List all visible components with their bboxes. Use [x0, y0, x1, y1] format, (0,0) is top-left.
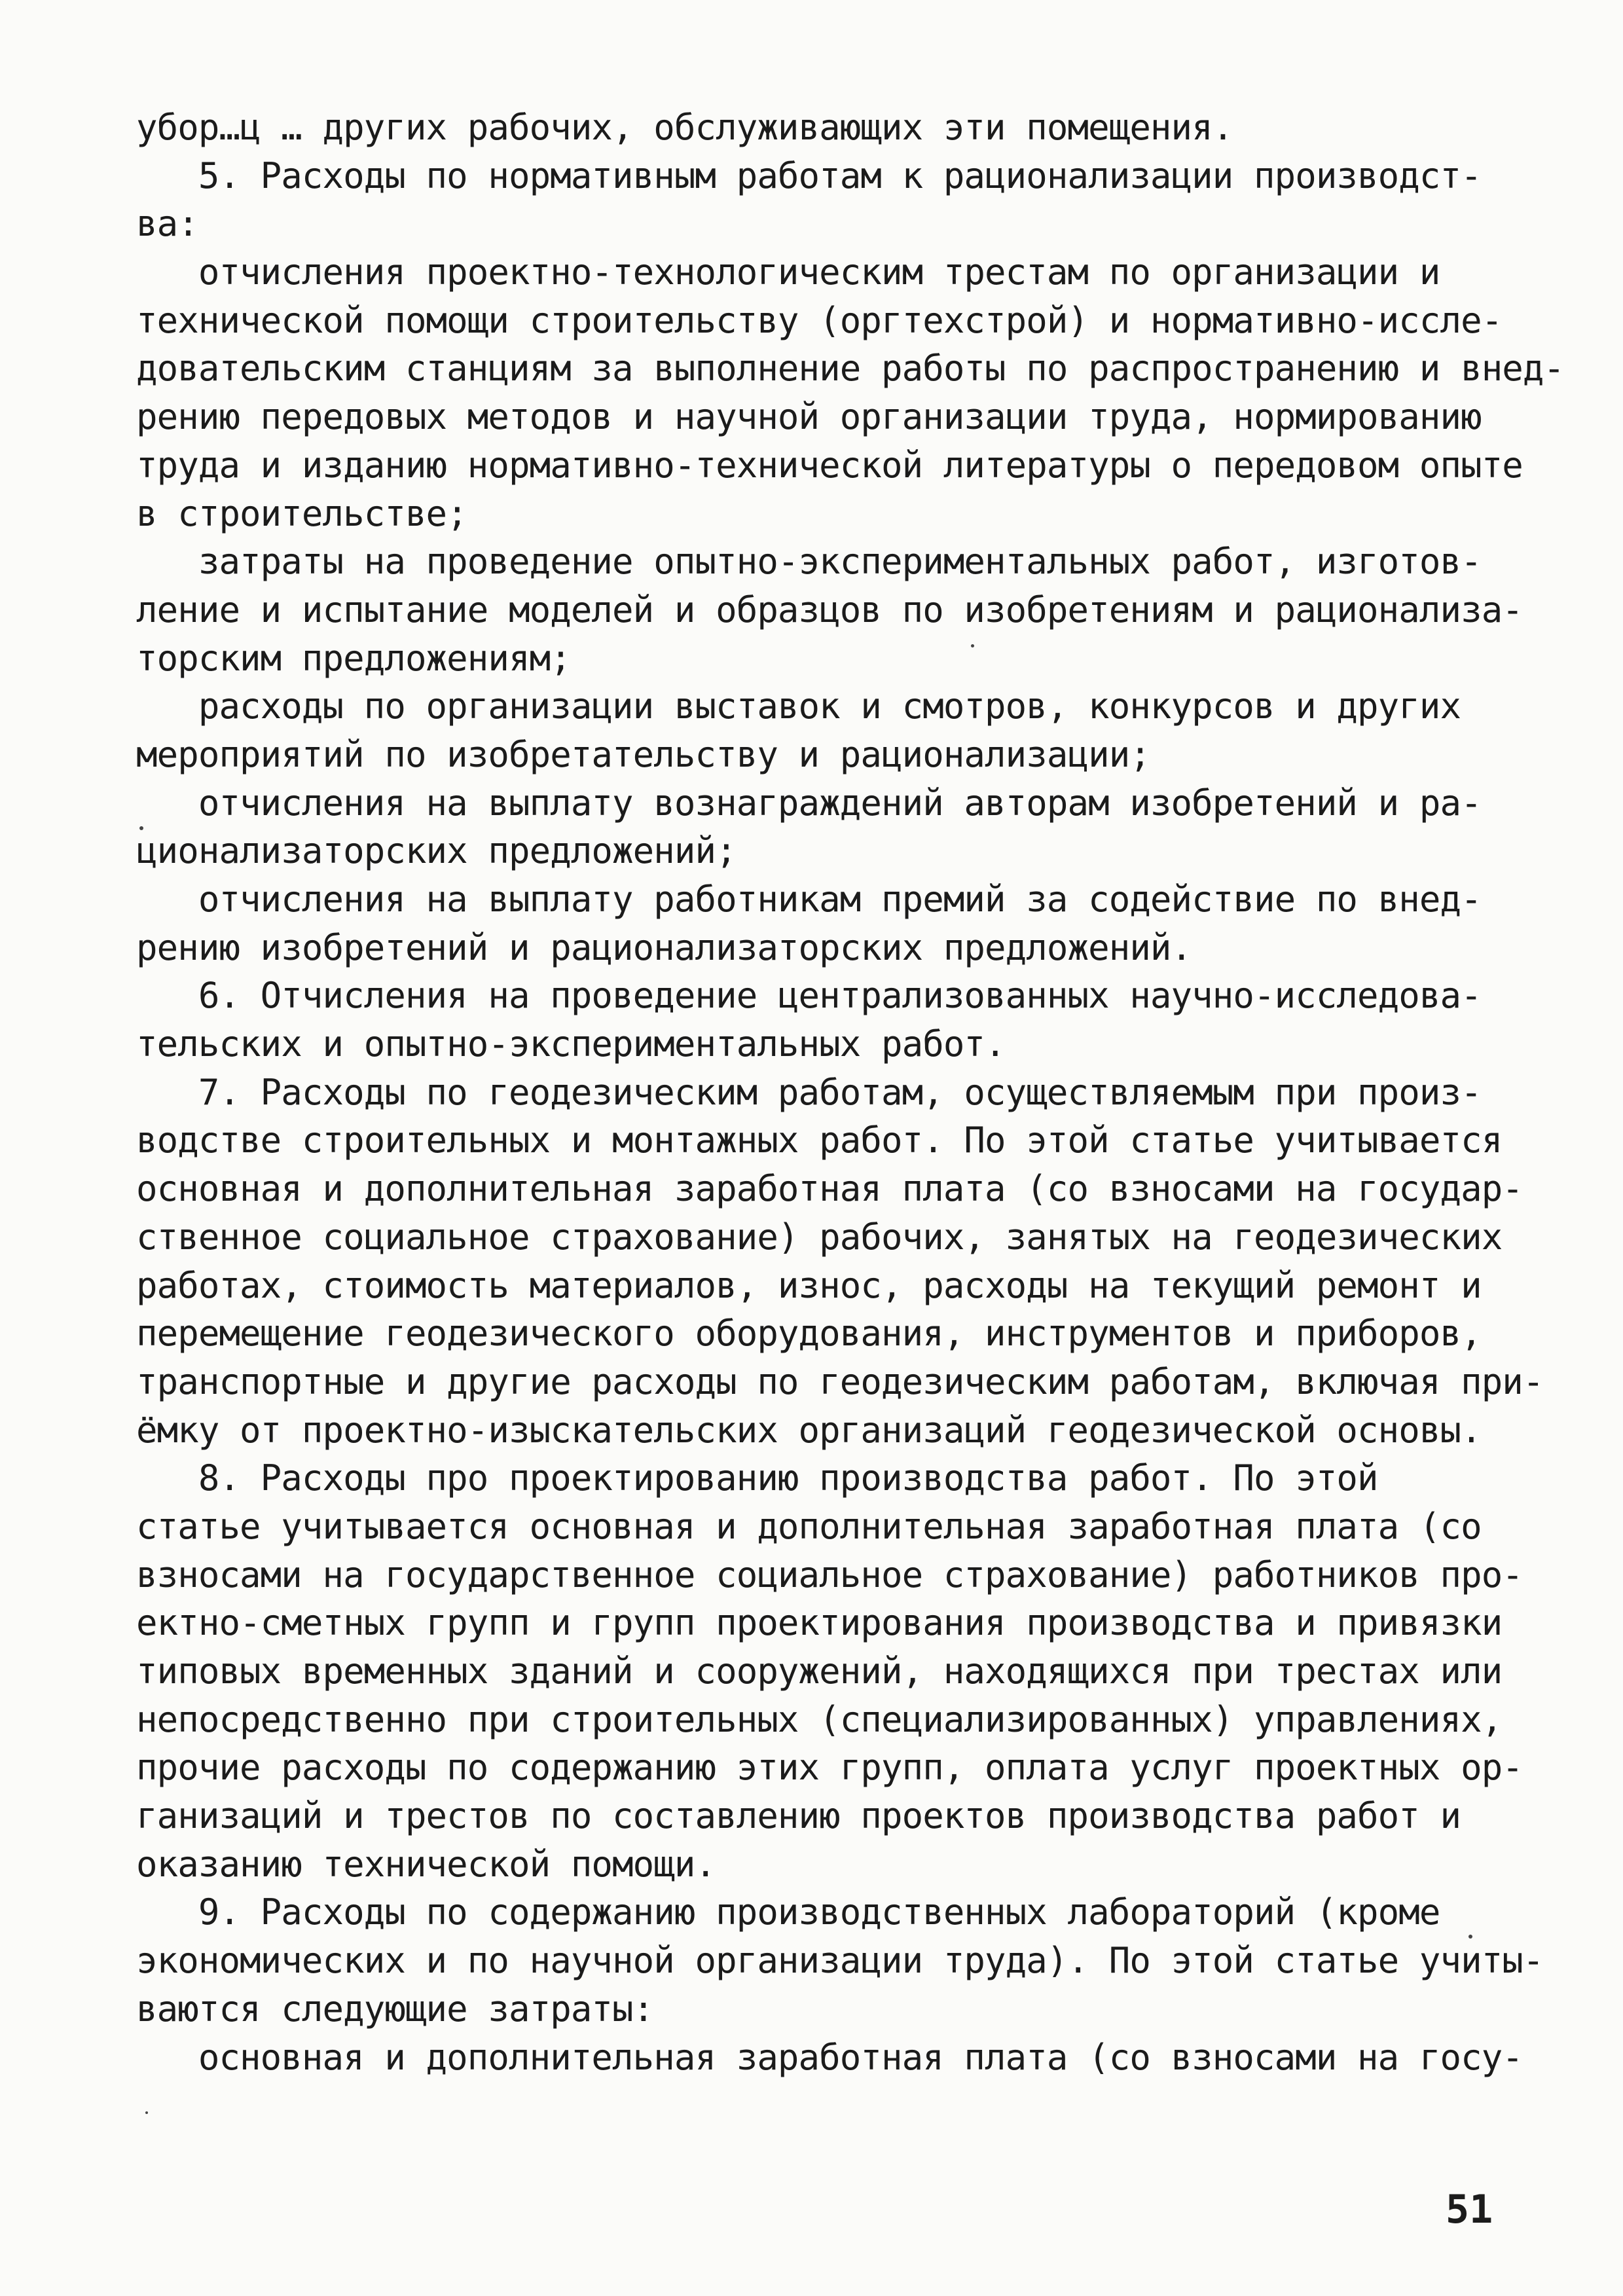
- text-line: торским предложениям;: [136, 637, 571, 679]
- text-line: непосредственно при строительных (специализированных) управлениях,: [136, 1698, 1503, 1740]
- page-number: 51: [1446, 2187, 1493, 2232]
- text-line: ёмку от проектно-изыскательских организаций геодезической основы.: [136, 1409, 1482, 1451]
- text-line: отчисления на выплату вознаграждений авторам изобретений и ра-: [136, 782, 1482, 824]
- text-line: типовых временных зданий и сооружений, находящихся при трестах или: [136, 1650, 1503, 1692]
- text-line: взносами на государственное социальное страхование) работников про-: [136, 1554, 1523, 1595]
- text-line: довательским станциям за выполнение работы по распространению и внед-: [136, 348, 1565, 390]
- text-line: 7. Расходы по геодезическим работам, осуществляемым при произ-: [136, 1071, 1482, 1113]
- body-text: [136, 103, 1565, 2081]
- text-line: ционализаторских предложений;: [136, 830, 737, 872]
- text-line: 6. Отчисления на проведение централизованных научно-исследова-: [136, 975, 1482, 1017]
- text-line: рению передовых методов и научной организации труда, нормированию: [136, 396, 1482, 438]
- text-line: отчисления на выплату работникам премий за содействие по внед-: [136, 879, 1482, 920]
- text-line: статье учитывается основная и дополнительная заработная плата (со: [136, 1505, 1482, 1547]
- text-line: ганизаций и трестов по составлению проектов производства работ и: [136, 1795, 1461, 1837]
- text-line: рению изобретений и рационализаторских предложений.: [136, 926, 1192, 968]
- text-line: оказанию технической помощи.: [136, 1843, 716, 1885]
- text-line: работах, стоимость материалов, износ, расходы на текущий ремонт и: [136, 1264, 1482, 1306]
- scan-speck: [971, 644, 974, 647]
- text-line: технической помощи строительству (оргтехстрой) и нормативно-иссле-: [136, 299, 1503, 341]
- text-line: ственное социальное страхование) рабочих, занятых на геодезических: [136, 1216, 1503, 1258]
- text-line: ваются следующие затраты:: [136, 1988, 654, 2030]
- text-line: в строительстве;: [136, 492, 467, 534]
- text-line: ва:: [136, 203, 198, 245]
- text-line: водстве строительных и монтажных работ. По этой статье учитывается: [136, 1120, 1503, 1161]
- text-line: транспортные и другие расходы по геодезическим работам, включая при-: [136, 1360, 1544, 1402]
- scan-speck: [139, 826, 143, 830]
- text-line: труда и изданию нормативно-технической литературы о передовом опыте: [136, 444, 1523, 486]
- scan-speck: [1468, 1935, 1472, 1939]
- text-line: 9. Расходы по содержанию производственных лабораторий (кроме: [136, 1891, 1440, 1933]
- text-line: прочие расходы по содержанию этих групп, оплата услуг проектных ор-: [136, 1747, 1523, 1789]
- text-line: 8. Расходы про проектированию производства работ. По этой: [136, 1457, 1378, 1499]
- text-line: расходы по организации выставок и смотров, конкурсов и других: [136, 685, 1461, 727]
- text-line: перемещение геодезического оборудования, инструментов и приборов,: [136, 1313, 1482, 1355]
- text-line: тельских и опытно-экспериментальных работ.: [136, 1023, 1006, 1065]
- text-line: убор…ц … других рабочих, обслуживающих эти помещения.: [136, 107, 1233, 148]
- scan-speck: [145, 2111, 148, 2114]
- text-line: основная и дополнительная заработная плата (со взносами на государ-: [136, 1168, 1523, 1210]
- text-line: мероприятий по изобретательству и рационализации;: [136, 733, 1150, 775]
- text-line: затраты на проведение опытно-экспериментальных работ, изготов-: [136, 541, 1482, 583]
- text-line: ление и испытание моделей и образцов по изобретениям и рационализа-: [136, 589, 1523, 630]
- text-line: ектно-сметных групп и групп проектирования производства и привязки: [136, 1602, 1503, 1644]
- text-line: основная и дополнительная заработная плата (со взносами на госу-: [136, 2036, 1523, 2078]
- text-line: 5. Расходы по нормативным работам к рационализации производст-: [136, 155, 1482, 196]
- text-line: экономических и по научной организации труда). По этой статье учиты-: [136, 1940, 1544, 1982]
- text-line: отчисления проектно-технологическим трестам по организации и: [136, 251, 1440, 293]
